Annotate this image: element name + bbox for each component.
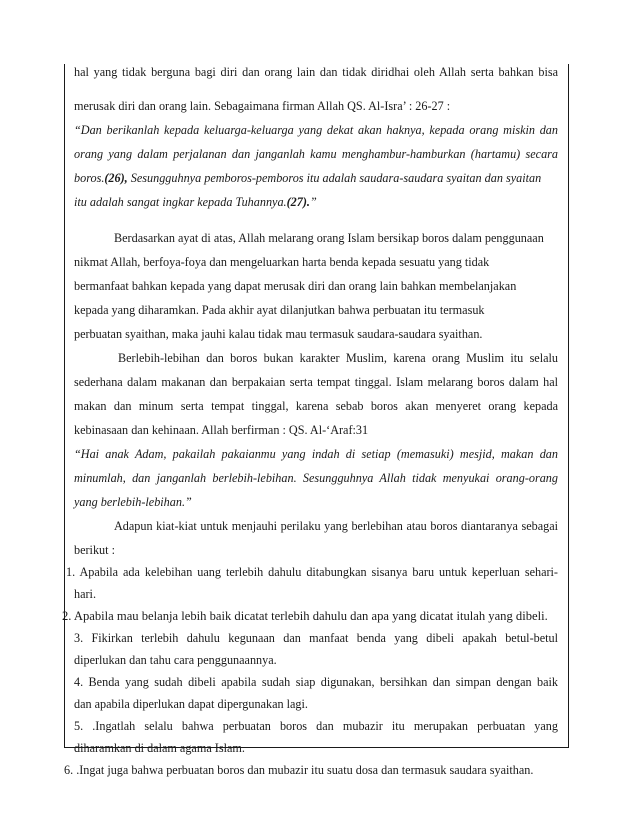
list-item: 6. .Ingat juga bahwa perbuatan boros dan mubazir itu suatu dosa dan termasuk saudara syaithan. (64, 763, 534, 777)
quote-line: yang berlebih-lebihan.” (74, 495, 192, 509)
quote-line (74, 170, 558, 186)
quote-line: “Dan berikanlah kepada keluarga-keluarga yang dekat akan haknya, kepada orang miskin dan (74, 123, 558, 137)
paragraph-line: makan dan minum serta tempat tinggal, karena sebab boros akan menyeret orang kepada (74, 399, 558, 413)
list-item-continuation: hari. (74, 587, 96, 601)
list-item: 5. .Ingatlah selalu bahwa perbuatan boros dan mubazir itu merupakan perbuatan yang (74, 719, 558, 733)
quote-text: itu adalah sangat ingkar kepada Tuhannya. (74, 195, 287, 209)
quote-line: “Hai anak Adam, pakailah pakaianmu yang indah di setiap (memasuki) mesjid, makan dan (74, 447, 558, 461)
list-item: 3. Fikirkan terlebih dahulu kegunaan dan manfaat benda yang dibeli apakah betul-betul (74, 631, 558, 645)
text-line: hal yang tidak berguna bagi diri dan orang lain dan tidak diridhai oleh Allah serta bahkan bisa (74, 65, 558, 79)
quote-text: Sesungguhnya pemboros-pemboros itu adalah saudara-saudara syaitan dan syaitan (127, 171, 542, 185)
paragraph-line: perbuatan syaithan, maka jauhi kalau tidak mau termasuk saudara-saudara syaithan. (74, 327, 483, 341)
quote-line: minumlah, dan janganlah berlebih-lebihan. Sesungguhnya Allah tidak menyukai orang-orang (74, 471, 558, 485)
list-item-continuation: diperlukan dan tahu cara penggunaannya. (74, 653, 277, 667)
list-item-continuation: dan apabila diperlukan dapat dipergunakan lagi. (74, 697, 308, 711)
list-item: 1. Apabila ada kelebihan uang terlebih dahulu ditabungkan sisanya baru untuk keperluan sehari- (66, 565, 558, 579)
paragraph-line: Berlebih-lebihan dan boros bukan karakter Muslim, karena orang Muslim itu selalu (118, 351, 558, 365)
list-item: 2. Apabila mau belanja lebih baik dicatat terlebih dahulu dan apa yang dicatat itulah yang dibeli. (62, 609, 548, 623)
paragraph-line: bermanfaat bahkan kepada yang dapat merusak diri dan orang lain bahkan membelanjakan (74, 279, 517, 293)
paragraph-line: kepada yang diharamkan. Pada akhir ayat dilanjutkan bahwa perbuatan itu termasuk (74, 303, 485, 317)
paragraph-line: Berdasarkan ayat di atas, Allah melarang orang Islam bersikap boros dalam penggunaan (114, 231, 544, 245)
paragraph-line: kebinasaan dan kehinaan. Allah berfirman : QS. Al-‘Araf:31 (74, 423, 369, 437)
verse-number: (27). (286, 195, 310, 209)
paragraph-line: sederhana dalam makanan dan berpakaian serta tempat tinggal. Islam melarang boros dalam hal (74, 375, 558, 389)
paragraph-line: Adapun kiat-kiat untuk menjauhi perilaku yang berlebihan atau boros diantaranya sebagai (114, 519, 558, 533)
verse-number: (26), (104, 171, 128, 185)
quote-text: boros. (74, 171, 105, 185)
list-item: 4. Benda yang sudah dibeli apabila sudah siap digunakan, bersihkan dan simpan dengan baik (74, 675, 558, 689)
paragraph-line: berikut : (74, 543, 115, 557)
text-line: merusak diri dan orang lain. Sebagaimana firman Allah QS. Al-Isra’ : 26-27 : (74, 99, 451, 113)
quote-line (74, 194, 317, 210)
quote-line: orang yang dalam perjalanan dan janganlah kamu menghambur-hamburkan (hartamu) secara (74, 147, 558, 161)
paragraph-line: nikmat Allah, berfoya-foya dan mengeluarkan harta benda kepada sesuatu yang tidak (74, 255, 490, 269)
list-item-continuation: diharamkan di dalam agama Islam. (74, 741, 245, 755)
quote-text: ” (309, 195, 317, 209)
